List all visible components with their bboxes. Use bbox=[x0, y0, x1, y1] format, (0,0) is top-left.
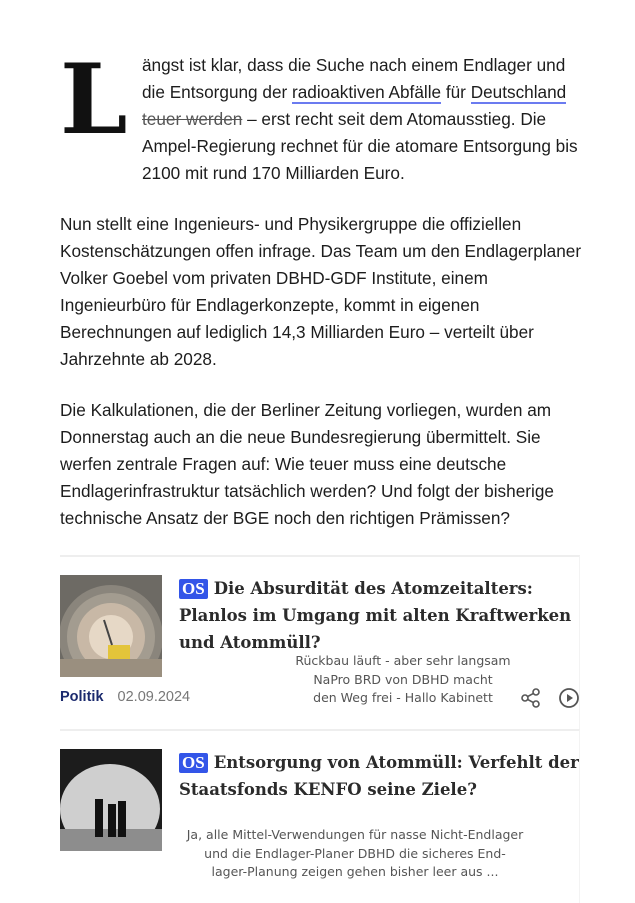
annotation-note bbox=[288, 652, 518, 708]
teaser-title[interactable] bbox=[179, 749, 579, 803]
teaser-card[interactable] bbox=[60, 729, 580, 903]
share-icon[interactable] bbox=[520, 687, 542, 709]
related-articles bbox=[60, 555, 580, 903]
annotation-note bbox=[175, 826, 535, 882]
link-radioaktive-abfaelle[interactable]: radioaktiven Abfälle bbox=[292, 82, 442, 102]
drop-cap: L bbox=[60, 43, 128, 156]
note-line: lager-Planung zeigen gehen bisher leer aus ... bbox=[211, 864, 499, 879]
text: für bbox=[441, 82, 471, 102]
note-line: den Weg frei - Hallo Kabinett bbox=[313, 690, 493, 705]
os-badge: OS bbox=[179, 579, 208, 599]
article-body bbox=[60, 43, 582, 556]
category-link[interactable]: Politik bbox=[60, 689, 104, 705]
text: ängst ist klar, dass die Suche nach einem Endlager und die Entsorgung der bbox=[142, 55, 566, 102]
paragraph-intro bbox=[60, 43, 582, 187]
title-text: Entsorgung von Atommüll: Verfehlt der Staatsfonds KENFO seine Ziele? bbox=[179, 753, 579, 799]
note-line: NaPro BRD von DBHD macht bbox=[313, 671, 493, 687]
note-line: Rückbau läuft - aber sehr langsam bbox=[295, 653, 511, 668]
note-line: und die Endlager-Planer DBHD die sicheres End- bbox=[204, 845, 506, 861]
teaser-card[interactable] bbox=[60, 555, 580, 729]
note-line: Ja, alle Mittel-Verwendungen für nasse Nicht-Endlager bbox=[186, 827, 524, 842]
link-deutschland[interactable]: Deutschland bbox=[470, 82, 567, 102]
teaser-meta bbox=[60, 689, 190, 705]
play-icon[interactable] bbox=[558, 687, 580, 709]
paragraph-3: Die Kalkulationen, die der Berliner Zeitung vorliegen, wurden am Donnerstag auch an die neue Bundesregierung übermittelt. Sie werfen zentrale Fragen auf: Wie teuer muss eine deutsche Endlagerinfrastruktur tatsächlich werden? Und folgt der bisherige technische Ansatz der BGE noch den richtigen Prämissen? bbox=[60, 400, 554, 528]
tunnel-thumbnail[interactable] bbox=[60, 575, 162, 677]
publish-date: 02.09.2024 bbox=[117, 689, 191, 705]
os-badge: OS bbox=[179, 753, 208, 773]
teaser-title[interactable] bbox=[179, 575, 579, 656]
title-text: Die Absurdität des Atomzeitalters: Planlos im Umgang mit alten Kraftwerken und Atommüll? bbox=[179, 579, 572, 652]
text: – erst recht seit dem Atomausstieg. Die Ampel-Regierung rechnet für die atomare Entsorgung bis 2100 mit rund 170 Milliarden Euro. bbox=[142, 109, 578, 183]
underground-thumbnail[interactable] bbox=[60, 749, 162, 851]
paragraph-2: Nun stellt eine Ingenieurs- und Physikergruppe die offiziellen Kostenschätzungen offen infrage. Das Team um den Endlagerplaner Volker Goebel vom privaten DBHD-GDF Institute, einem Ingenieurbüro für Endlagerkonzepte, kommt in eigenen Berechnungen auf lediglich 14,3 Milliarden Euro – verteilt über Jahrzehnte ab 2028. bbox=[60, 214, 582, 369]
strikethrough-text: teuer werden bbox=[142, 109, 243, 129]
